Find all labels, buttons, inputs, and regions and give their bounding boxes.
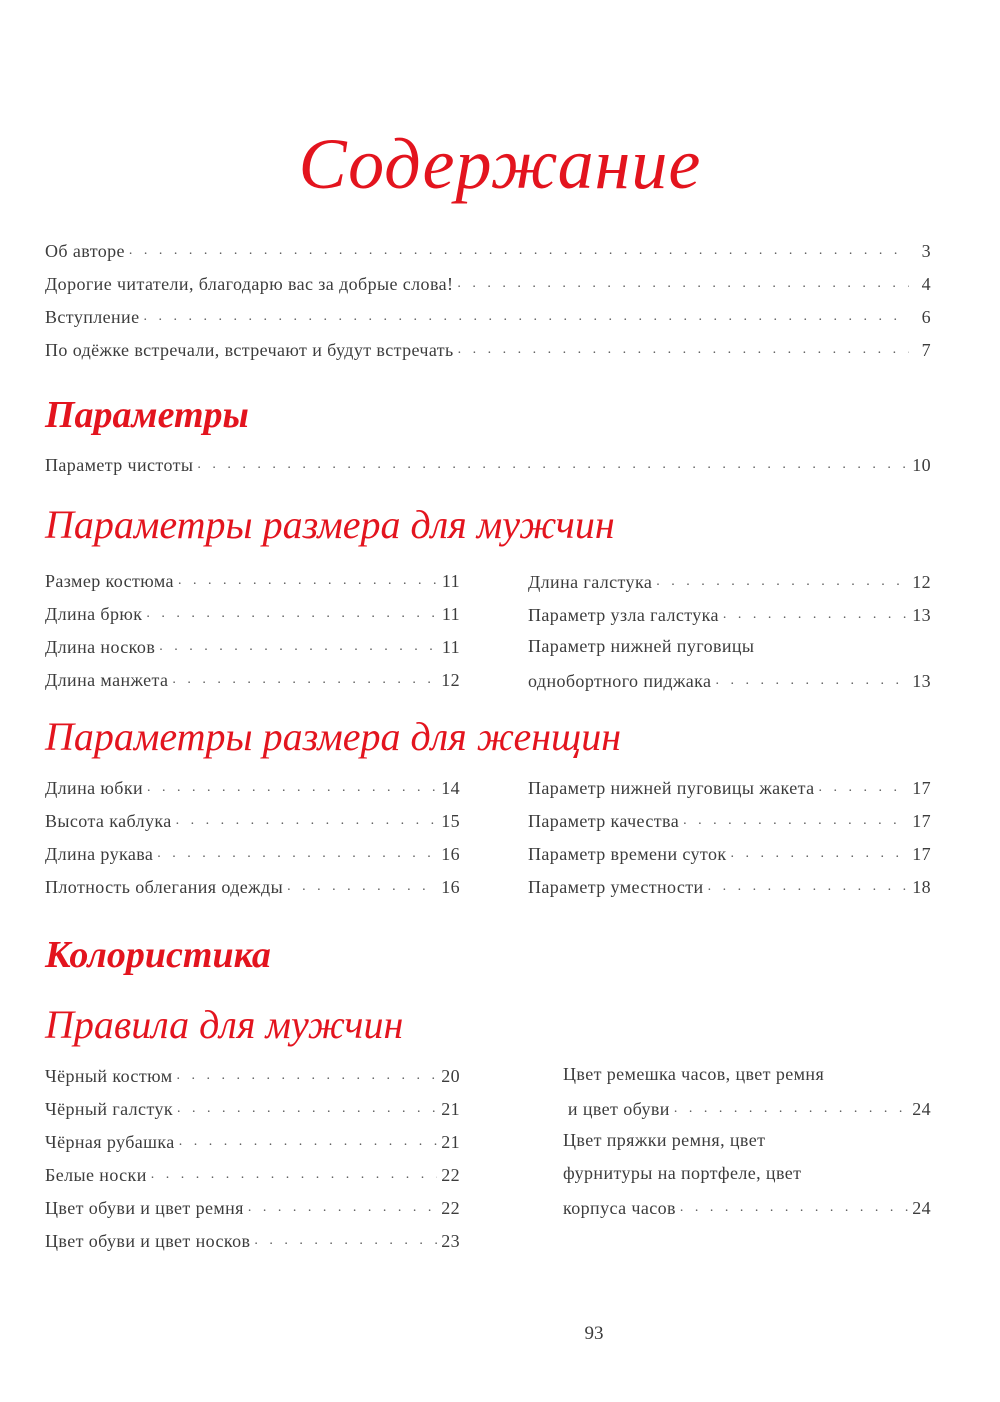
- dot-leader: [457, 273, 909, 295]
- section-heading-men-size: Параметры размера для мужчин: [45, 502, 615, 547]
- toc-entry[interactable]: [45, 568, 460, 592]
- toc-entry-line[interactable]: [563, 1129, 931, 1153]
- toc-entry[interactable]: [528, 808, 931, 832]
- toc-entry-title: Параметр нижней пуговицы жакета: [528, 778, 815, 798]
- page-number: 93: [584, 1323, 604, 1344]
- dot-leader: [179, 1131, 438, 1153]
- toc-entry[interactable]: [45, 1096, 460, 1120]
- toc-entry-title: Чёрный костюм: [45, 1066, 173, 1086]
- toc-entry[interactable]: [45, 634, 460, 658]
- toc-entry-page: 13: [912, 671, 931, 691]
- dot-leader: [248, 1197, 437, 1219]
- toc-entry-page: 24: [912, 1198, 931, 1218]
- toc-entry-page: 17: [912, 811, 931, 831]
- dot-leader: [683, 810, 908, 832]
- toc-entry-title: Белые носки: [45, 1165, 147, 1185]
- page-title: Содержание: [298, 124, 702, 204]
- toc-entry-page: 11: [441, 571, 460, 591]
- dot-leader: [731, 843, 909, 865]
- toc-entry-title-line: Цвет ремешка часов, цвет ремня: [563, 1064, 825, 1084]
- toc-entry[interactable]: [45, 1195, 460, 1219]
- toc-entry[interactable]: [563, 1195, 931, 1219]
- toc-entry[interactable]: [528, 668, 931, 692]
- dot-leader: [177, 1098, 437, 1120]
- toc-entry[interactable]: [528, 602, 931, 626]
- toc-entry-title: Высота каблука: [45, 811, 172, 831]
- dot-leader: [172, 669, 437, 691]
- toc-entry[interactable]: [528, 874, 931, 898]
- toc-entry-title: Цвет обуви и цвет носков: [45, 1231, 251, 1251]
- toc-entry[interactable]: [45, 271, 931, 295]
- toc-entry-page: 3: [921, 241, 931, 261]
- toc-entry-title: Параметр уместности: [528, 877, 704, 897]
- dot-leader: [708, 876, 909, 898]
- toc-entry-page: 22: [441, 1198, 460, 1218]
- toc-entry-title-line: Цвет пряжки ремня, цвет: [563, 1130, 766, 1150]
- toc-entry-title: однобортного пиджака: [528, 671, 712, 691]
- toc-entry[interactable]: [45, 238, 931, 262]
- toc-entry-line[interactable]: [528, 635, 931, 659]
- toc-entry-title: Чёрная рубашка: [45, 1132, 175, 1152]
- dot-leader: [723, 604, 908, 626]
- section-heading-women-size: Параметры размера для женщин: [45, 714, 622, 759]
- dot-leader: [176, 810, 438, 832]
- toc-entry[interactable]: [45, 1063, 460, 1087]
- toc-entry-title: Параметр чистоты: [45, 455, 194, 475]
- toc-entry-page: 22: [441, 1165, 460, 1185]
- toc-entry-page: 12: [441, 670, 460, 690]
- section-heading-params: Параметры: [45, 394, 249, 436]
- toc-entry[interactable]: [563, 1096, 931, 1120]
- toc-entry-page: 10: [912, 455, 931, 475]
- toc-entry[interactable]: [45, 874, 460, 898]
- toc-entry-page: 16: [441, 844, 460, 864]
- toc-entry-title: Дорогие читатели, благодарю вас за добрые слова!: [45, 274, 454, 294]
- toc-entry-title: Длина манжета: [45, 670, 169, 690]
- toc-entry-page: 12: [912, 572, 931, 592]
- toc-entry-title: Параметр времени суток: [528, 844, 727, 864]
- toc-entry-page: 24: [912, 1099, 931, 1119]
- dot-leader: [176, 1065, 437, 1087]
- toc-entry[interactable]: [45, 601, 460, 625]
- toc-entry-title: Длина брюк: [45, 604, 143, 624]
- dot-leader: [157, 843, 437, 865]
- toc-entry-page: 16: [441, 877, 460, 897]
- dot-leader: [287, 876, 437, 898]
- toc-entry-page: 7: [921, 340, 931, 360]
- dot-leader: [159, 636, 438, 658]
- section-heading-coloristics: Колористика: [45, 934, 271, 976]
- toc-entry-line[interactable]: [563, 1063, 931, 1087]
- toc-entry[interactable]: [45, 452, 931, 476]
- section-heading-men-rules: Правила для мужчин: [45, 1002, 404, 1047]
- toc-entry[interactable]: [45, 667, 460, 691]
- toc-entry[interactable]: [45, 841, 460, 865]
- dot-leader: [819, 777, 909, 799]
- dot-leader: [147, 777, 437, 799]
- toc-entry-title: Об авторе: [45, 241, 125, 261]
- toc-entry-page: 13: [912, 605, 931, 625]
- toc-entry[interactable]: [45, 808, 460, 832]
- toc-entry[interactable]: [528, 569, 931, 593]
- toc-entry-title: По одёжке встречали, встречают и будут встречать: [45, 340, 454, 360]
- dot-leader: [146, 603, 437, 625]
- toc-entry-page: 14: [441, 778, 460, 798]
- toc-entry-title: Параметр качества: [528, 811, 680, 831]
- toc-entry-title: Длина юбки: [45, 778, 143, 798]
- toc-entry-page: 4: [921, 274, 931, 294]
- toc-entry-page: 11: [441, 637, 460, 657]
- toc-entry-page: 21: [441, 1099, 460, 1119]
- toc-entry-page: 20: [441, 1066, 460, 1086]
- dot-leader: [129, 240, 909, 262]
- toc-entry-title: корпуса часов: [563, 1198, 676, 1218]
- toc-entry-title: Вступление: [45, 307, 140, 327]
- toc-entry-title-line: фурнитуры на портфеле, цвет: [563, 1163, 802, 1183]
- dot-leader: [143, 306, 909, 328]
- toc-entry[interactable]: [45, 304, 931, 328]
- dot-leader: [197, 454, 908, 476]
- dot-leader: [151, 1164, 437, 1186]
- toc-entry-page: 18: [912, 877, 931, 897]
- toc-entry-page: 6: [921, 307, 931, 327]
- toc-entry-page: 17: [912, 778, 931, 798]
- toc-entry-title: Чёрный галстук: [45, 1099, 174, 1119]
- toc-entry-title: Параметр узла галстука: [528, 605, 719, 625]
- toc-entry-title: Цвет обуви и цвет ремня: [45, 1198, 244, 1218]
- toc-entry-title: Длина носков: [45, 637, 156, 657]
- toc-entry-title: Длина рукава: [45, 844, 154, 864]
- toc-entry-page: 17: [912, 844, 931, 864]
- dot-leader: [254, 1230, 437, 1252]
- dot-leader: [674, 1098, 908, 1120]
- dot-leader: [656, 571, 908, 593]
- toc-entry-title-line: Параметр нижней пуговицы: [528, 636, 755, 656]
- toc-entry-page: 21: [441, 1132, 460, 1152]
- dot-leader: [680, 1197, 908, 1219]
- toc-entry[interactable]: [528, 841, 931, 865]
- toc-entry[interactable]: [45, 1162, 460, 1186]
- toc-entry-title: и цвет обуви: [563, 1099, 670, 1119]
- dot-leader: [715, 670, 908, 692]
- toc-entry[interactable]: [45, 775, 460, 799]
- toc-entry[interactable]: [45, 337, 931, 361]
- toc-entry-title: Размер костюма: [45, 571, 174, 591]
- toc-entry-page: 11: [441, 604, 460, 624]
- dot-leader: [178, 570, 438, 592]
- toc-entry-page: 15: [441, 811, 460, 831]
- toc-entry-line[interactable]: [563, 1162, 931, 1186]
- toc-entry-title: Длина галстука: [528, 572, 653, 592]
- toc-entry[interactable]: [528, 775, 931, 799]
- toc-entry-title: Плотность облегания одежды: [45, 877, 284, 897]
- toc-entry[interactable]: [45, 1129, 460, 1153]
- toc-entry-page: 23: [441, 1231, 460, 1251]
- dot-leader: [458, 339, 909, 361]
- toc-entry[interactable]: [45, 1228, 460, 1252]
